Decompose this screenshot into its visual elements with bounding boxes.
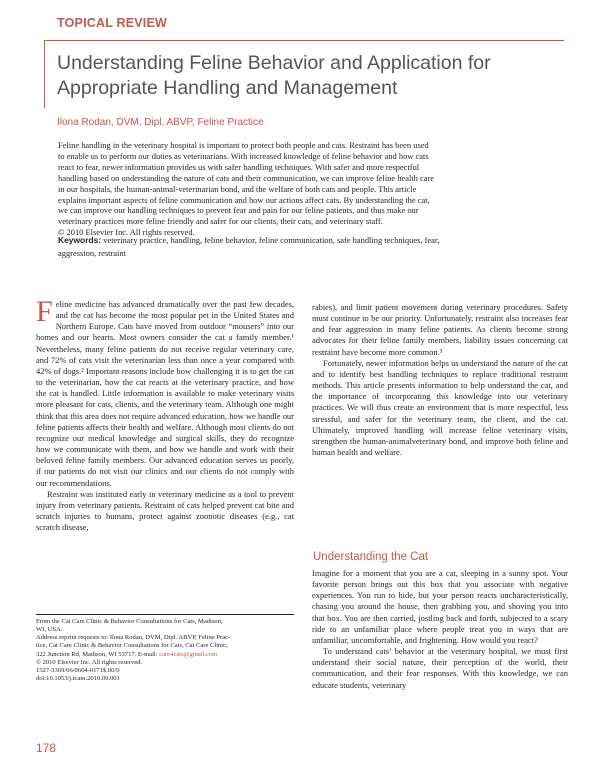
- paragraph-text: Fortunately, newer information helps us understand the nature of the cat and to identify best handling techniques to replace traditional restraint methods. This article presents information to help understand the cat, and the importance of incorporating this knowledge into our veterinary practices. We will thus create an environment that is more respectful, less stressful, and safer for the veterinary team, the client, and the cat. Ultimately, improved handling will increase feline veterinary visits, strengthen the human-animalveterinary bond, and improve both feline and human health and welfare.: [312, 357, 568, 458]
- body-column-left: [36, 295, 294, 533]
- paragraph: [312, 302, 568, 358]
- paragraph-text: To understand cats’ behavior at the veterinary hospital, we must first understand their social nature, their perception of the world, their communication, and their fear responses. With this knowledge, we can educate students, veterinary: [312, 646, 568, 690]
- section-heading: Understanding the Cat: [313, 551, 429, 563]
- doi-line: doi:10.1053/j.tcam.2010.09.001: [36, 675, 120, 683]
- article-title: [57, 51, 557, 101]
- paragraph: [36, 489, 294, 534]
- footnote: [36, 618, 298, 683]
- author-line: Ilona Rodan, DVM, Dipl. ABVP, Feline Practice: [57, 117, 264, 128]
- paragraph: [312, 358, 568, 458]
- title-line: Understanding Feline Behavior and Application for: [57, 52, 491, 74]
- footnote-rule: [36, 614, 294, 615]
- footnote-line: 1527-3369/06/0604-0171$.00/0: [36, 666, 120, 674]
- paragraph-text: eline medicine has advanced dramatically over the past few decades, and the cat has become the most popular pet in the United States and Northern Europe. Cats have moved from outdoor “mousers” into our homes and our hearts. Most owners consider the cat a family member.¹ Nevertheless, many feline patients do not receive regular veterinary care, and 72% of cats visit the veterinarian less than once a year compared with 42% of dogs.² Important reasons include how challenging it is to get the cat to the veterinarian, how the cat reacts at the veterinary practice, and how the cat is handled. Little information is available to make veterinary visits more pleasant for cats, clients, and the veterinary team. Although one might think that this area does not require advanced education, how we handle our feline patients affects their health and welfare. Although most clients do not recognize our medical knowledge and surgical skills, they do recognize how we communicate with them, and how we handle and work with their beloved feline family members. Our advanced education serves us poorly, if our patients do not visit our clinics and our clients do not comply with our recommendations.: [36, 299, 294, 488]
- paragraph: [312, 568, 568, 646]
- abstract-line: explains important aspects of feline communication and how our actions affect cats. By understanding the cat,: [58, 194, 430, 205]
- footnote-line: Address reprint requests to: Ilona Rodan, DVM, Dipl. ABVP, Feline Prac-: [36, 634, 231, 642]
- footnote-line: WI, USA.: [36, 626, 63, 634]
- copyright-line: © 2010 Elsevier Inc. All rights reserved.: [58, 227, 195, 238]
- section-label: TOPICAL REVIEW: [57, 16, 167, 30]
- page-number: 178: [36, 741, 57, 755]
- paragraph-text: Restraint was instituted early in veterinary medicine as a tool to prevent injury from veterinary patients. Restraint of cats helped prevent cat bite and scratch injuries to humans, protect against zoonotic diseases (e.g., cat scratch disease,: [36, 488, 294, 533]
- header-side-rule: [44, 40, 45, 108]
- email-link[interactable]: care4cats@gmail.com: [159, 650, 218, 658]
- body-column-right-top: [312, 302, 568, 458]
- header-rule: [44, 40, 564, 41]
- abstract-line: handling based on understanding the nature of cats and their communication, we can improve feline health care: [58, 172, 435, 183]
- paragraph: [312, 646, 568, 691]
- abstract-line: to enable us to perform our duties as veterinarians. With increased knowledge of feline behavior and how cats: [58, 150, 429, 161]
- keywords: [58, 234, 552, 259]
- keywords-line: aggression, restraint: [58, 247, 126, 258]
- footnote-line: From the Cat Care Clinic & Behavior Consultations for Cats, Madison,: [36, 618, 223, 625]
- footnote-line: tice, Cat Care Clinic & Behavior Consultations for Cats, Cat Care Clinic,: [36, 642, 228, 650]
- footnote-line: © 2010 Elsevier Inc. All rights reserved.: [36, 658, 143, 666]
- drop-cap: F: [36, 295, 53, 328]
- abstract-line: in our hospitals, the human-animal-veterinarian bond, and the welfare of both cats and people. This article: [58, 183, 417, 194]
- footnote-line: 322 Junction Rd, Madison, WI 53717. E-mail:: [36, 650, 160, 658]
- keywords-label: Keywords:: [58, 235, 102, 245]
- paragraph-text: Imagine for a moment that you are a cat, sleeping in a sunny spot. Your favorite person brings out this box that you associate with negative experiences. You run to hide, but your person reacts uncharacteristically, chasing you around the house, then grabbing you, and shoving you into that box. You are then carried, jostling back and forth, subjected to a scary ride to an unfamiliar place where people treat you in ways that are unfamiliar, uncomfortable, and frightening. How would you react?: [312, 568, 568, 645]
- abstract: [58, 140, 552, 238]
- abstract-line: react to fear, newer information provides us with safer handling techniques. With safer and more respectful: [58, 161, 420, 172]
- body-column-right-bottom: [312, 568, 568, 691]
- abstract-line: veterinary practices more feline friendly and safer for our clients, their cats, and veterinary staff.: [58, 216, 383, 227]
- paragraph: [36, 295, 294, 489]
- paragraph-text: rabies), and limit patient movement during veterinary procedures. Safety must continue to be our priority. Unfortunately, restraint also increases fear and fear aggression in many feline patients. As clients become strong advocates for their feline family members, liability issues concerning cat restraint have become more common.³: [312, 302, 568, 357]
- abstract-line: Feline handling in the veterinary hospital is important to protect both people and cats. Restraint has been used: [58, 140, 429, 150]
- abstract-line: we can improve our handling techniques to prevent fear and pain for our feline patients, and thus make our: [58, 205, 419, 216]
- keywords-line: veterinary practice, handling, feline behavior, feline communication, safe handling techniques, fear,: [101, 235, 440, 245]
- title-line: Appropriate Handling and Management: [57, 77, 398, 99]
